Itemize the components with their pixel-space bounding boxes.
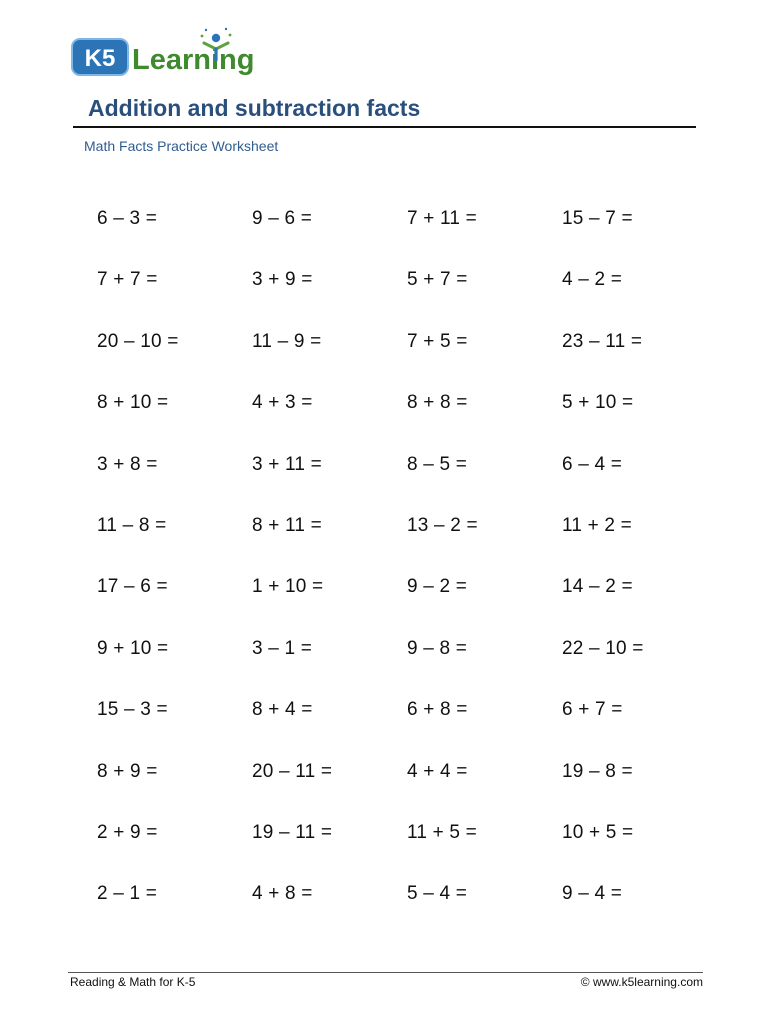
math-problem: 11 + 2 = bbox=[562, 514, 632, 536]
math-problem: 11 + 5 = bbox=[407, 821, 477, 843]
math-problem: 6 – 4 = bbox=[562, 453, 623, 475]
math-problem: 8 + 9 = bbox=[97, 760, 158, 782]
title-underline bbox=[73, 126, 696, 128]
math-problem: 17 – 6 = bbox=[97, 576, 168, 598]
problem-row bbox=[97, 819, 717, 880]
math-problem: 15 – 3 = bbox=[97, 699, 168, 721]
math-problem: 11 – 8 = bbox=[97, 514, 167, 536]
math-problem: 9 – 8 = bbox=[407, 637, 468, 659]
math-problem: 2 – 1 = bbox=[97, 883, 158, 905]
footer-divider bbox=[68, 972, 703, 973]
problems-grid bbox=[97, 205, 717, 942]
math-problem: 9 – 2 = bbox=[407, 576, 468, 598]
math-problem: 15 – 7 = bbox=[562, 208, 633, 229]
math-problem: 19 – 11 = bbox=[252, 821, 333, 843]
math-problem: 7 + 7 = bbox=[97, 269, 158, 291]
math-problem: 6 + 7 = bbox=[562, 699, 623, 721]
page-subtitle: Math Facts Practice Worksheet bbox=[84, 138, 279, 154]
problem-row bbox=[97, 512, 717, 573]
problem-row bbox=[97, 451, 717, 512]
math-problem: 20 – 10 = bbox=[97, 330, 179, 352]
math-problem: 5 + 7 = bbox=[407, 269, 468, 291]
math-problem: 7 + 11 = bbox=[407, 208, 477, 229]
problem-row bbox=[97, 328, 717, 389]
math-problem: 8 – 5 = bbox=[407, 453, 468, 475]
math-problem: 3 + 9 = bbox=[252, 269, 313, 291]
math-problem: 4 + 8 = bbox=[252, 883, 313, 905]
problem-row bbox=[97, 389, 717, 450]
math-problem: 8 + 10 = bbox=[97, 392, 169, 414]
math-problem: 7 + 5 = bbox=[407, 330, 468, 352]
problem-row bbox=[97, 880, 717, 941]
math-problem: 9 + 10 = bbox=[97, 637, 169, 659]
math-problem: 13 – 2 = bbox=[407, 514, 478, 536]
math-problem: 1 + 10 = bbox=[252, 576, 324, 598]
footer-tagline: Reading & Math for K-5 bbox=[70, 975, 196, 989]
math-problem: 4 + 3 = bbox=[252, 392, 313, 414]
math-problem: 23 – 11 = bbox=[562, 330, 643, 352]
page-title: Addition and subtraction facts bbox=[88, 95, 421, 121]
math-problem: 6 + 8 = bbox=[407, 699, 468, 721]
math-problem: 9 – 6 = bbox=[252, 208, 313, 229]
math-problem: 20 – 11 = bbox=[252, 760, 333, 782]
logo-word: Learning bbox=[132, 44, 255, 76]
math-problem: 22 – 10 = bbox=[562, 637, 644, 659]
math-problem: 11 – 9 = bbox=[252, 330, 322, 352]
math-problem: 8 + 11 = bbox=[252, 514, 322, 536]
logo-badge-text: K5 bbox=[84, 45, 116, 72]
problem-row bbox=[97, 696, 717, 757]
math-problem: 3 – 1 = bbox=[252, 637, 313, 659]
footer-copyright: © www.k5learning.com bbox=[580, 975, 703, 989]
math-problem: 9 – 4 = bbox=[562, 883, 623, 905]
math-problem: 8 + 8 = bbox=[407, 392, 468, 414]
math-problem: 4 + 4 = bbox=[407, 760, 468, 782]
problem-row bbox=[97, 205, 717, 266]
k5-learning-logo bbox=[70, 26, 270, 82]
problem-row bbox=[97, 266, 717, 327]
problem-row bbox=[97, 573, 717, 634]
math-problem: 3 + 8 = bbox=[97, 453, 158, 475]
math-problem: 2 + 9 = bbox=[97, 821, 158, 843]
problem-row bbox=[97, 635, 717, 696]
math-problem: 3 + 11 = bbox=[252, 453, 322, 475]
math-problem: 8 + 4 = bbox=[252, 699, 313, 721]
math-problem: 4 – 2 = bbox=[562, 269, 623, 291]
problem-row bbox=[97, 758, 717, 819]
math-problem: 5 – 4 = bbox=[407, 883, 468, 905]
math-problem: 10 + 5 = bbox=[562, 821, 634, 843]
math-problem: 14 – 2 = bbox=[562, 576, 633, 598]
math-problem: 5 + 10 = bbox=[562, 392, 634, 414]
math-problem: 6 – 3 = bbox=[97, 208, 158, 229]
math-problem: 19 – 8 = bbox=[562, 760, 633, 782]
